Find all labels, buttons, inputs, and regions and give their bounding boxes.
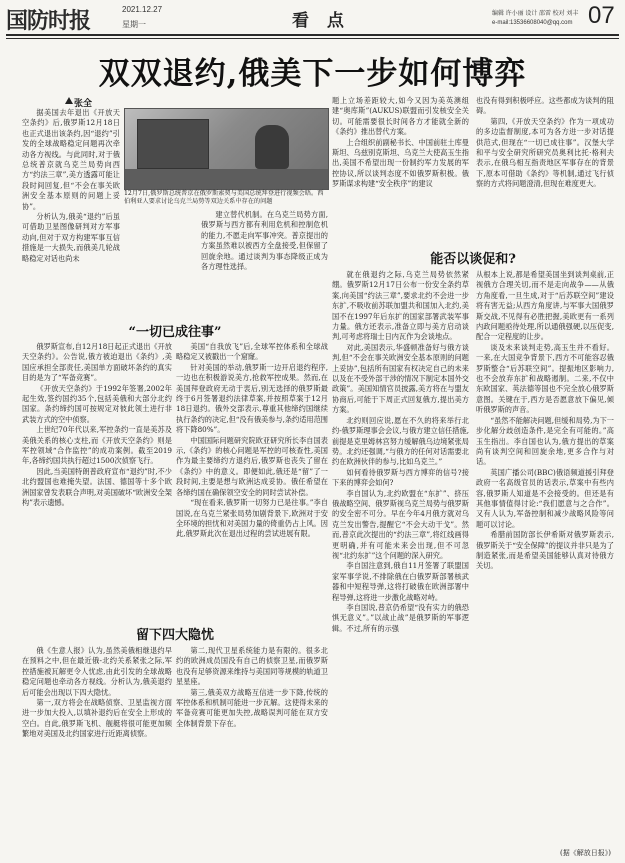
masthead-divider-thin — [6, 38, 619, 39]
article-source: (据《解放日报》) — [560, 849, 611, 857]
byline-triangle-icon — [65, 97, 73, 104]
paragraph: 从根本上说,都是希望美国坐到谈判桌前,正视俄方合理关切,而不是走向战争——从俄方角度看,一旦生成,对于“后苏联空间”建设将有害无益;从西方角度讲,与军事大国俄罗斯交战,不见得有必胜把握,美欧更有一系列内政问题亟待处理,所以通俄强硬,以压促变,配合一定程度的让步。 — [476, 270, 614, 342]
column-1-section-1 — [22, 342, 172, 572]
column-2-section-2 — [176, 646, 328, 856]
paragraph: 英国广播公司(BBC)俄语频道援引拜登政府一名高级官员的话表示,草案中有些内容,俄罗斯人知道是不会接受的。但还是有其他事情值得讨论:“我们愿意与之合作”。又有人认为,军备控制和减少战略风险等问题可以讨论。 — [476, 467, 614, 529]
paragraph: 第二,现代卫星系统能力是有限的。很多北约的欧洲成员国没有自己的侦察卫星,而俄罗斯也没有足够资源来维持与美国同等规模的轨道卫星星座。 — [176, 646, 328, 687]
paragraph: 俄《生意人报》认为,虽然美俄相继退约早在预料之中,但在最近俄-北约关系紧张之际,军控措施被瓦解更令人忧虑,由此引发的全球战略稳定问题也牵动各方视线。分析认为,俄美退约后可能会出现以下四大隐忧。 — [22, 646, 172, 697]
paragraph: 分析认为,俄美“退约”后虽可借助卫星图像研判对方军事动向,但对于双方构建军事互信措施是一大损失,而俄美几轮战略稳定对话也尚未 — [22, 212, 120, 263]
editor-email: e-mail:13536608040@qq.com — [492, 20, 573, 26]
paragraph: 上合组织前副秘书长、中国前驻土库曼斯坦、乌兹别克斯坦、乌克兰大使高玉生指出,美国不希望出现一份制约军力发展的军控协议,所以谈判态度不如俄罗斯积极。俄罗斯谋求构建“安全秩序”的建议 — [332, 137, 469, 189]
column-4-top — [476, 96, 614, 238]
subhead-past: “一切已成往事” — [128, 325, 222, 340]
photo-caption: 12月7日,俄罗斯总统普京在俄罗斯索契与美国总统拜登进行视频会晤。西伯利亚人要求讨论乌克兰局势等双边关系中存在的问题 — [124, 190, 324, 206]
paragraph: 李自国说,普京仍希望“没有实力的俄恐惧无意义”。”以战止战”是俄罗斯的军事逻辑。不过,所有的示强 — [332, 603, 469, 633]
paragraph: 也没有得到积极呼应。这些都成为谈判的阻碍。 — [476, 96, 614, 116]
video-screen-shape — [137, 119, 209, 169]
paragraph: 上世纪70年代以来,军控条约一直是美苏及美俄关系的核心支柱,而《开放天空条约》则是军控领域“合作监控”的成功案例。截至2019年,各缔约国共执行超过1500次侦察飞行。 — [22, 425, 172, 466]
paragraph: 李自国注意到,俄自11月签署了联盟国家军事学说,不排除俄在白俄罗斯部署核武器和中短程导弹,这将打破俄在欧洲部署中程导弹,这将进一步激化战略对峙。 — [332, 561, 469, 602]
paragraph: 俄罗斯宣布,自12月18日起正式退出《开放天空条约》。公告说,俄方被迫退出《条约》,美国应承担全部责任,美国单方面破坏条约的真实目的是为了“军备竞赛”。 — [22, 342, 172, 383]
editor-credits: 编辑 许小丽 设计 邵雷 校对 刘丰 — [492, 11, 579, 17]
paragraph: 建立替代机制。在乌克兰局势方面,俄罗斯与西方都有利用危机和控制危机的能力,不愿走向军事冲突。普京提出的方案虽然难以被西方全盘接受,但保留了回旋余地。通过谈判为事态降级正成为各方理性选择。 — [201, 210, 328, 272]
paragraph: 针对美国的举动,俄罗斯一边开启退约程序,一边也在积极游说美方,抢救军控成果。然而,在美国拜登政府无动于衷后,别无选择的俄罗斯最终于6月签署退约法律草案,并按照草案于12月18日退约。俄外交部表示,尊重其他缔约国继续执行条约的决定,但“没有俄美参与,条约适用范围将下降80%”。 — [176, 362, 328, 435]
paragraph: 希腊前国防部长伊希斯对俄罗斯表示,俄罗斯关于“安全保障”的提议并非只是为了制造紧张,而是希望美国能够认真对待俄方关切。 — [476, 530, 614, 571]
paragraph: 第三,俄美双方战略互信进一步下降,传统的军控体系和机制可能进一步瓦解。这使得未来的军备竞赛可能更加失控,战略误判可能在双方安全体制背景下存在。 — [176, 687, 328, 728]
paragraph: 对此,美国表示,华盛顿准备好与俄方谈判,但“不会在事关欧洲安全基本原则的问题上妥协”,包括所有国家有权决定自己的未来以及在不受外部干涉的情况下制定本国外交政策”。美国知情官员披露,美方将在与盟友协商后,可能于下周正式回复俄方,提出美方方案。 — [332, 342, 469, 415]
paragraph: 因此,当美国特朗普政府宣布“退约”时,不少北约盟国也难掩失望。法国、德国等十多个欧洲国家曾发表联合声明,对美国破坏“欧洲安全架构”表示遗憾。 — [22, 466, 172, 508]
page-number: 07 — [588, 2, 615, 29]
paragraph: 李自国认为,北约欧盟在“东扩”、挤压俄战略空间、俄罗斯视乌克兰局势与俄罗斯的安全密不可分。早在今年4月俄方就对乌克兰发出警告,提醒它“不会大动干戈”。然而,普京此次提出的“约法三章”,将红线画得更明确,并有可能未来会出现,但不可忽视“北约东扩”这个问题的深入研究。 — [332, 488, 469, 560]
desk-shape — [125, 169, 328, 189]
news-photo — [124, 108, 329, 190]
headline: 双双退约,俄美下一步如何博弈 — [98, 56, 527, 92]
paragraph: 就在俄退约之际,乌克兰局势依然紧绷。俄罗斯12月17日公布一份安全条约草案,向美国“约法三章”,要求北约不会进一步东扩,不吸收前苏联加盟共和国加入北约,美国不在1997年后东扩的国家部署武装军事力量。俄方还表示,准备立即与美方启动谈判,可考虑将瑞士日内瓦作为会谈地点。 — [332, 270, 469, 342]
paragraph: 北约则回应说,愿在不久的将来举行北约-俄罗斯理事会会议,与俄方建立信任措施,前提是克里姆林宫努力缓解俄乌边境紧张局势。北约还强调,“与俄方的任何对话需要北约在欧洲伙伴的参与,比如乌克兰。” — [332, 415, 469, 467]
issue-weekday: 星期一 — [122, 20, 146, 29]
paragraph: 谈及未来谈判走势,高玉生并不看好。一来,在大国竞争背景下,西方不可能容忍俄罗斯整合“后苏联空间”。提振地区影响力,也不会放弃东扩和战略遏制。二来,不仅中东欧国家、英法德等国也不完全放心俄罗斯意图。关键在于,西方是否愿意放下偏见,倾听俄罗斯的声音。 — [476, 342, 614, 415]
paragraph: 如何看待俄罗斯与西方博弈的信号?接下来的博弈会如何? — [332, 467, 469, 488]
paragraph: 第四,《开放天空条约》作为一项成功的多边监督制度,本可为各方进一步对话提供范式,但现在“一切已成往事”。汉堡大学和平与安全研究所研究员奥利比托·格利夫表示,在俄乌相互指责地区军事存在的背景下,原本可借助《条约》等机制,通过飞行侦察的方式将问题澄清,但现在难度更大。 — [476, 116, 614, 189]
paragraph: “虽然不能解决问题,但缓和局势,为下一步化解分歧创造条件,是完全有可能的。”高玉生指出。李自国也认为,俄方提出的草案尚有谈判空间和回旋余地,更多合作与对话。 — [476, 415, 614, 467]
column-3-section-3 — [332, 270, 469, 850]
newspaper-logo: 国防时报 — [6, 8, 91, 34]
paragraph: 据美国去年退出《开放天空条约》后,俄罗斯12月18日也正式退出该条约,因“退约”引发的全球战略稳定问题再次牵动各方视线。与此同时,对于俄总统普京就乌克兰局势向西方“约法三章”,美方透露可能让段时间回复,但“不会在事关欧洲安全基本原则的问题上妥协”。 — [22, 108, 120, 211]
paragraph: “现在看来,俄罗斯一切努力已是往事。”李自国说,在乌克兰紧张局势加剧背景下,欧洲对于安全环境的担忧和对美国力量的倚重仍占上风。因此,俄罗斯此次在退出过程的尝试进展有限。 — [176, 498, 328, 539]
byline: 张全 — [74, 99, 93, 109]
issue-date: 2021.12.27 — [122, 5, 163, 14]
paragraph: 《开放天空条约》于1992年签署,2002年起生效,签约国约35个,包括美俄和大部分北约国家。条约缔约国可按规定对彼此领土进行非武装方式的空中侦察。 — [22, 383, 172, 424]
paragraph: 中国国际问题研究院欧亚研究所长李自国表示,《条约》的核心问题是军控的可核查性,美国作为最主要缔约方退约后,俄罗斯也丧失了留在《条约》中的意义。即便如此,俄还是“留”了一段时间,主要是想与欧洲达成妥协。俄任希望在各缔约国在确保领空安全的同时尝试补偿。 — [176, 435, 328, 497]
column-1-section-2 — [22, 646, 172, 856]
paragraph: 第一,双方将会在战略侦察、卫星监视方面进一步加大投入,以填补退约后在安全上形成的空白。自此,俄罗斯飞机、舰艇将很可能更加频繁地对美国及北约国家进行近距离侦察。 — [22, 698, 172, 739]
paragraph: 美国“自我放飞”后,全球军控体系和全球战略稳定又被戳出一个窟窿。 — [176, 342, 328, 362]
column-4-section-3 — [476, 270, 614, 844]
subhead-talks-peace: 能否以谈促和? — [430, 252, 516, 267]
column-2-section-1 — [176, 342, 328, 620]
column-1-intro — [22, 108, 120, 264]
subhead-hidden-worries: 留下四大隐忧 — [135, 628, 214, 643]
column-3-top — [332, 96, 469, 238]
person-silhouette — [255, 125, 289, 169]
masthead-divider — [6, 34, 619, 36]
paragraph: 题上立场差距较大,如今又因为美英澳组建“奥库斯”(AUKUS)联盟而引发核安全关切。可能需要很长时间各方才能就全新的《条约》推出替代方案。 — [332, 96, 469, 137]
section-title: 看 点 — [292, 11, 350, 31]
column-2-intro — [201, 210, 328, 272]
